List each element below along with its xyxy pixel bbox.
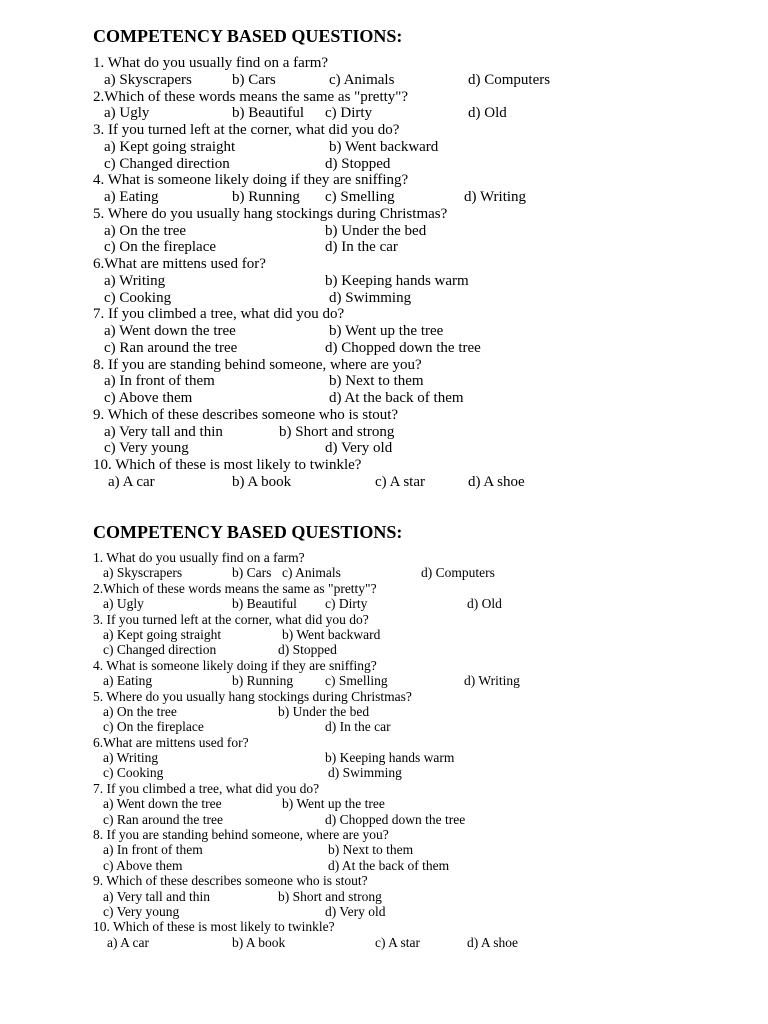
answer-option: b) Cars (232, 565, 272, 581)
answer-option: c) Dirty (325, 596, 368, 612)
answer-option: b) Next to them (329, 373, 424, 390)
question-text: 5. Where do you usually hang stockings during Christmas? (93, 205, 448, 222)
answer-option: d) Very old (325, 440, 393, 457)
question-text: 4. What is someone likely doing if they are sniffing? (93, 172, 409, 189)
answer-option: d) Stopped (278, 642, 337, 658)
question-line (93, 581, 758, 596)
answer-option: d) Stopped (325, 155, 391, 172)
answer-option: d) Very old (325, 903, 386, 919)
answer-option: c) A star (375, 473, 425, 490)
answer-option: a) In front of them (104, 373, 215, 390)
options-line (93, 474, 758, 491)
answer-option: b) Short and strong (278, 888, 382, 904)
question-text: 10. Which of these is most likely to twinkle? (93, 457, 362, 473)
answer-option: c) Dirty (325, 105, 373, 122)
answer-option: c) Ran around the tree (104, 339, 238, 356)
answer-option: d) At the back of them (329, 390, 464, 406)
answer-option: c) Animals (282, 565, 341, 581)
question-line (93, 206, 758, 223)
answer-option: d) Computers (421, 565, 495, 581)
options-line (93, 239, 758, 256)
answer-option: a) Very tall and thin (104, 423, 223, 440)
answer-option: d) Chopped down the tree (325, 811, 466, 827)
question-text: 3. If you turned left at the corner, what did you do? (93, 122, 400, 138)
answer-option: c) Smelling (325, 673, 388, 689)
answer-option: c) Cooking (103, 765, 164, 781)
answer-option: c) Above them (103, 857, 183, 873)
question-list (93, 55, 758, 491)
question-text: 9. Which of these describes someone who is stout? (93, 406, 399, 423)
answer-option: d) Old (467, 596, 502, 612)
answer-option: d) A shoe (467, 934, 519, 950)
question-text: 2.Which of these words means the same as "pretty"? (93, 580, 377, 596)
answer-option: b) Under the bed (278, 703, 370, 719)
answer-option: a) Went down the tree (103, 796, 222, 812)
answer-option: a) Writing (103, 750, 159, 766)
question-text: 2.Which of these words means the same as "pretty"? (93, 88, 409, 105)
answer-option: c) Cooking (104, 289, 172, 306)
answer-option: b) Under the bed (325, 222, 427, 239)
answer-option: c) Animals (329, 71, 395, 88)
options-line (93, 765, 758, 780)
question-line (93, 781, 758, 796)
answer-option: b) Next to them (328, 842, 414, 858)
answer-option: a) Ugly (103, 596, 144, 612)
question-text: 7. If you climbed a tree, what did you do? (93, 306, 345, 323)
question-text: 4. What is someone likely doing if they are sniffing? (93, 657, 377, 673)
answer-option: b) Keeping hands warm (325, 750, 455, 766)
question-line (93, 919, 758, 934)
question-line (93, 357, 758, 374)
answer-option: a) A car (107, 934, 149, 950)
answer-option: c) A star (375, 934, 420, 950)
options-line (93, 904, 758, 919)
question-line (93, 306, 758, 323)
answer-option: c) Changed direction (104, 155, 230, 172)
question-text: 10. Which of these is most likely to twinkle? (93, 919, 335, 935)
question-text: 3. If you turned left at the corner, what did you do? (93, 611, 369, 627)
answer-option: c) Changed direction (103, 642, 217, 658)
answer-option: a) In front of them (103, 842, 203, 858)
options-line (93, 935, 758, 950)
answer-option: a) On the tree (104, 222, 187, 239)
question-line (93, 256, 758, 273)
options-line (93, 424, 758, 441)
answer-option: c) Ran around the tree (103, 811, 223, 827)
answer-option: a) Eating (103, 673, 153, 689)
answer-option: d) In the car (325, 719, 391, 735)
question-line (93, 172, 758, 189)
answer-option: a) Very tall and thin (103, 888, 210, 904)
question-line (93, 550, 758, 565)
question-line (93, 55, 758, 72)
answer-option: d) Computers (468, 71, 551, 88)
answer-option: d) A shoe (468, 473, 525, 490)
answer-option: b) Running (232, 189, 300, 205)
options-line (93, 627, 758, 642)
question-line (93, 689, 758, 704)
answer-option: b) Went backward (282, 626, 381, 642)
options-line (93, 858, 758, 873)
question-text: 8. If you are standing behind someone, where are you? (93, 356, 422, 373)
answer-option: d) Swimming (329, 289, 412, 306)
answer-option: d) Writing (464, 673, 520, 689)
options-line (93, 719, 758, 734)
options-line (93, 812, 758, 827)
question-sheet-1 (93, 24, 758, 491)
answer-option: d) At the back of them (328, 857, 450, 873)
question-line (93, 873, 758, 888)
question-list (93, 550, 758, 950)
answer-option: b) Cars (232, 71, 276, 88)
question-line (93, 658, 758, 673)
question-line (93, 612, 758, 627)
answer-option: d) In the car (325, 239, 398, 256)
options-line (93, 156, 758, 173)
options-line (93, 390, 758, 407)
options-line (93, 796, 758, 811)
options-line (93, 72, 758, 89)
answer-option: b) Went up the tree (282, 796, 385, 812)
question-line (93, 407, 758, 424)
answer-option: b) A book (232, 934, 286, 950)
options-line (93, 340, 758, 357)
options-line (93, 673, 758, 688)
answer-option: b) Beautiful (232, 596, 297, 612)
options-line (93, 323, 758, 340)
answer-option: a) Skyscrapers (104, 71, 192, 88)
answer-option: a) Kept going straight (104, 138, 236, 155)
question-text: 8. If you are standing behind someone, where are you? (93, 827, 389, 843)
answer-option: c) On the fireplace (104, 239, 217, 256)
answer-option: a) Writing (104, 272, 166, 289)
question-sheet-2 (93, 520, 758, 950)
question-line (93, 735, 758, 750)
answer-option: b) Went backward (329, 138, 439, 155)
answer-option: d) Chopped down the tree (325, 339, 481, 356)
options-line (93, 642, 758, 657)
answer-option: b) Went up the tree (329, 323, 444, 339)
question-line (93, 827, 758, 842)
options-line (93, 373, 758, 390)
options-line (93, 750, 758, 765)
answer-option: b) Running (232, 673, 294, 689)
options-line (93, 139, 758, 156)
answer-option: d) Writing (464, 189, 527, 205)
answer-option: a) Eating (104, 189, 159, 205)
options-line (93, 596, 758, 611)
question-text: 6.What are mittens used for? (93, 256, 266, 272)
options-line (93, 223, 758, 240)
question-text: 5. Where do you usually hang stockings during Christmas? (93, 688, 412, 704)
options-line (93, 105, 758, 122)
answer-option: b) Short and strong (279, 423, 395, 440)
answer-option: a) Ugly (104, 105, 150, 122)
question-line (93, 457, 758, 474)
answer-option: b) A book (232, 473, 292, 490)
answer-option: a) Went down the tree (104, 323, 236, 339)
answer-option: d) Old (468, 105, 507, 122)
answer-option: a) On the tree (103, 703, 177, 719)
options-line (93, 189, 758, 206)
question-text: 7. If you climbed a tree, what did you do? (93, 780, 320, 796)
question-text: 1. What do you usually find on a farm? (93, 55, 329, 71)
options-line (93, 704, 758, 719)
options-line (93, 440, 758, 457)
question-text: 9. Which of these describes someone who is stout? (93, 873, 368, 889)
options-line (93, 290, 758, 307)
answer-option: a) Skyscrapers (103, 565, 183, 581)
answer-option: c) Very young (103, 903, 180, 919)
question-text: 1. What do you usually find on a farm? (93, 550, 305, 565)
question-text: 6.What are mittens used for? (93, 734, 249, 750)
question-line (93, 122, 758, 139)
options-line (93, 842, 758, 857)
answer-option: c) Very young (104, 440, 189, 457)
answer-option: b) Keeping hands warm (325, 272, 469, 289)
sheet-title: COMPETENCY BASED QUESTIONS: (93, 26, 403, 46)
options-line (93, 273, 758, 290)
answer-option: b) Beautiful (232, 105, 305, 122)
options-line (93, 889, 758, 904)
answer-option: c) Above them (104, 390, 193, 406)
answer-option: d) Swimming (328, 765, 402, 781)
question-line (93, 89, 758, 106)
answer-option: a) A car (108, 473, 155, 490)
sheet-title: COMPETENCY BASED QUESTIONS: (93, 522, 403, 542)
answer-option: c) On the fireplace (103, 719, 204, 735)
answer-option: a) Kept going straight (103, 626, 222, 642)
options-line (93, 565, 758, 580)
answer-option: c) Smelling (325, 189, 395, 205)
